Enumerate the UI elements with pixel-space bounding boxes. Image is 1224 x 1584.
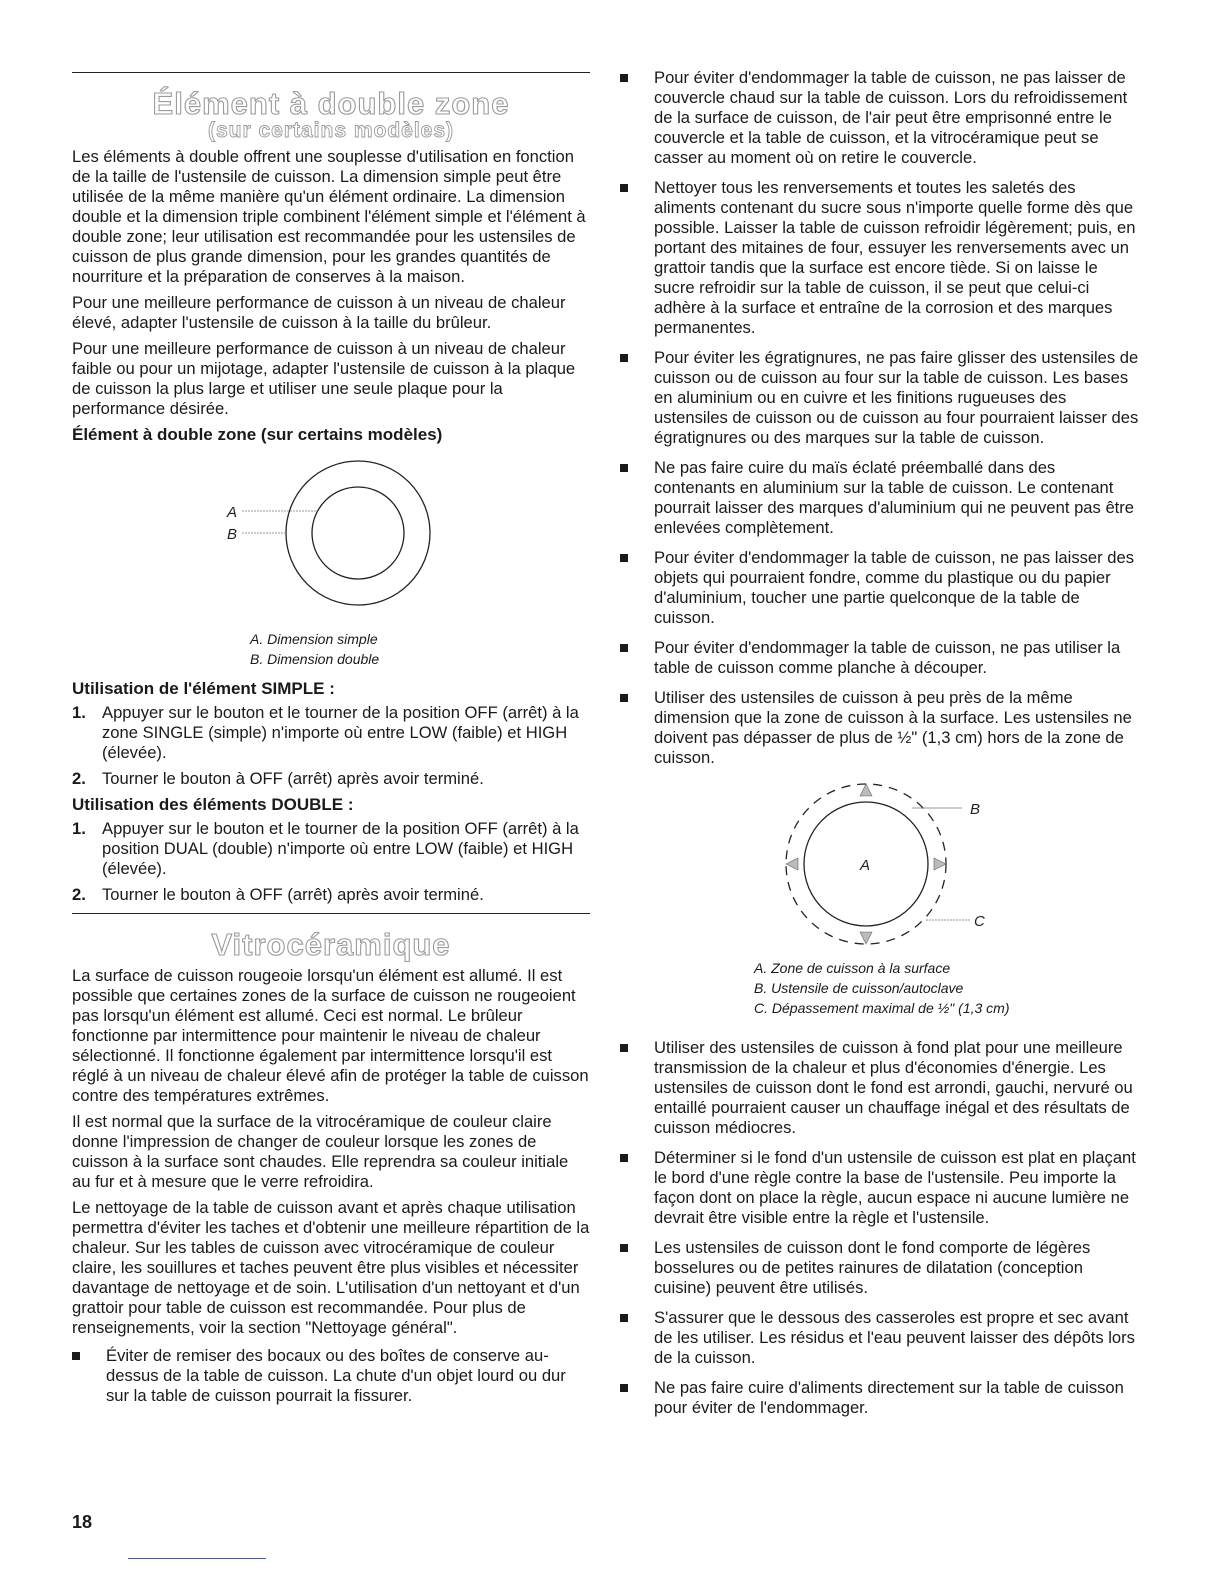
list-item [620, 178, 1140, 338]
bullet-text: Pour éviter d'endommager la table de cuisson, ne pas utiliser la table de cuisson comme planche à découper. [654, 638, 1121, 677]
label-a: A [860, 857, 871, 874]
list-item [72, 819, 590, 879]
paragraph: Il est normal que la surface de la vitrocéramique de couleur claire donne l'impression de changer de couleur lorsque les zones de cuisson à la surface sont chaudes. Elle reprendra sa couleur initiale au fur et à mesure que le verre refroidira. [72, 1112, 569, 1191]
label-b: B [970, 801, 981, 818]
bullet-text: Pour éviter d'endommager la table de cuisson, ne pas laisser de couvercle chaud sur la table de cuisson. Lors du refroidissement de la surface de cuisson, de l'air peut être emprisonné entre le couvercle et la table de cuisson, et la vitrocéramique peut se casser au moment où on retire le couvercle. [654, 68, 1128, 167]
list-item [620, 1238, 1140, 1298]
simple-steps [72, 703, 590, 789]
bullet-square-icon [620, 1244, 628, 1252]
paragraph: Pour une meilleure performance de cuisson à un niveau de chaleur faible ou pour un mijotage, adapter l'ustensile de cuisson à la plaque de cuisson la plus large et utiliser une seule plaque pour la performance désirée. [72, 339, 576, 418]
list-item [620, 1378, 1140, 1418]
section-title-double-zone: Élément à double zone [152, 86, 510, 121]
bullet-list [72, 1346, 590, 1406]
bullet-square-icon [620, 1154, 628, 1162]
right-column [620, 68, 1140, 1428]
list-item [620, 1038, 1140, 1138]
step-number: 2. [72, 769, 86, 788]
list-item [72, 769, 590, 789]
step-number: 2. [72, 885, 86, 904]
arrow-right-icon [934, 858, 946, 870]
bullet-square-icon [72, 1352, 80, 1360]
caption: B. Dimension double [250, 651, 380, 667]
list-item [620, 638, 1140, 678]
list-item [72, 1346, 590, 1406]
section-rule [72, 72, 590, 73]
figure-captions [620, 958, 1140, 1018]
section-subtitle: (sur certains modèles) [207, 119, 455, 142]
bullet-square-icon [620, 354, 628, 362]
paragraph: Les éléments à double offrent une souplesse d'utilisation en fonction de la taille de l'ustensile de cuisson. La dimension simple peut être utilisée de la même manière qu'un élément ordinaire. La dimension double et la dimension triple combinent l'élément simple et l'élément à double zone; leur utilisation est recommandée pour les ustensiles de cuisson de plus grande dimension, pour les grandes quantités de nourriture et la préparation de conserves à la maison. [72, 147, 586, 286]
bullet-square-icon [620, 184, 628, 192]
label-a: A [227, 504, 238, 521]
bullet-list-bottom [620, 1038, 1140, 1418]
list-item [620, 458, 1140, 538]
bullet-square-icon [620, 464, 628, 472]
bullet-text: Utiliser des ustensiles de cuisson à peu près de la même dimension que la zone de cuisson à la surface. Les ustensiles ne doivent pas dépasser de plus de ½" (1,3 cm) hors de la zone de cuisson. [654, 688, 1132, 767]
arrow-down-icon [860, 932, 872, 944]
bullet-square-icon [620, 554, 628, 562]
list-item [620, 688, 1140, 768]
bullet-text: Nettoyer tous les renversements et toutes les saletés des aliments contenant du sucre sous n'importe quelle forme dès que possible. Laisser la table de cuisson refroidir légèrement; puis, en portant des mitaines de four, essuyer les renversements avec un grattoir tandis que la surface est encore tiède. Si on laisse le sucre refroidir sur la table de cuisson, il se peut que celui-ci adhère à la surface et entraîne de la corrosion et des marques permanentes. [654, 178, 1136, 337]
bullet-text: Utiliser des ustensiles de cuisson à fond plat pour une meilleure transmission de la chaleur et plus d'économies d'énergie. Les ustensiles de cuisson dont le fond est arrondi, gauchi, nervuré ou entaillé pourraient causer un chauffage inégal et des résultats de cuisson médiocres. [654, 1038, 1133, 1137]
bullet-text: Ne pas faire cuire d'aliments directement sur la table de cuisson pour éviter de l'endommager. [654, 1378, 1124, 1417]
list-item [72, 885, 590, 905]
figure-captions [72, 629, 590, 669]
step-text: Tourner le bouton à OFF (arrêt) après avoir terminé. [102, 769, 484, 788]
step-text: Appuyer sur le bouton et le tourner de la position OFF (arrêt) à la zone SINGLE (simple) n'importe où entre LOW (faible) et HIGH (élevée). [102, 703, 579, 762]
bullet-text: Les ustensiles de cuisson dont le fond comporte de légères bosselures ou de petites rainures de dilatation (conception cuisine) peuvent être utilisés. [654, 1238, 1091, 1297]
page-number: 18 [72, 1512, 93, 1532]
bullet-text: Déterminer si le fond d'un ustensile de cuisson est plat en plaçant le bord d'une règle contre la base de l'ustensile. Peu importe la façon dont on place la règle, aucun espace ni aucune lumière ne devrait être visible entre la règle et l'ustensile. [654, 1148, 1136, 1227]
label-c: C [974, 913, 985, 930]
inner-circle [312, 487, 404, 579]
paragraph: Pour une meilleure performance de cuisson à un niveau de chaleur élevé, adapter l'ustensile de cuisson à la taille du brûleur. [72, 293, 566, 332]
double-steps [72, 819, 590, 905]
caption: B. Ustensile de cuisson/autoclave [754, 980, 964, 996]
footer-divider [128, 1558, 266, 1559]
bullet-square-icon [620, 1044, 628, 1052]
paragraph: La surface de cuisson rougeoie lorsqu'un élément est allumé. Il est possible que certaines zones de la surface de cuisson ne rougeoient pas lorsqu'un élément est allumé. Ceci est normal. Le brûleur fonctionne par intermittence pour maintenir le niveau de chaleur sélectionné. Il fonctionne également par intermittence lorsqu'il est réglé à un niveau de chaleur élevé afin de protéger la table de cuisson contre des températures extrêmes. [72, 966, 589, 1105]
step-text: Tourner le bouton à OFF (arrêt) après avoir terminé. [102, 885, 484, 904]
list-item [620, 348, 1140, 448]
bullet-square-icon [620, 694, 628, 702]
bullet-text: S'assurer que le dessous des casseroles est propre et sec avant de les utiliser. Les résidus et l'eau peuvent laisser des dépôts lors de la cuisson. [654, 1308, 1135, 1367]
cookware-diagram [620, 778, 1140, 948]
left-column [72, 0, 590, 1416]
list-item [620, 68, 1140, 168]
bullet-text: Pour éviter les égratignures, ne pas faire glisser des ustensiles de cuisson ou de cuisson au four sur la table de cuisson. Les bases en aluminium ou en cuivre et les finitions rugueuses des ustensiles de cuisson ou de cuisson au four pourraient laisser des égratignures ou des marques sur la table de cuisson. [654, 348, 1139, 447]
caption: C. Dépassement maximal de ½" (1,3 cm) [754, 1000, 1010, 1016]
arrow-left-icon [786, 858, 798, 870]
section-rule [72, 913, 590, 914]
caption: A. Dimension simple [250, 631, 378, 647]
double-zone-figure [72, 449, 590, 629]
bullet-text: Éviter de remiser des bocaux ou des boîtes de conserve au-dessus de la table de cuisson. La chute d'un objet lourd ou dur sur la table de cuisson pourrait la fissurer. [106, 1346, 566, 1405]
bullet-text: Pour éviter d'endommager la table de cuisson, ne pas laisser des objets qui pourraient fondre, comme du plastique ou du papier d'aluminium, toucher une partie quelconque de la table de cuisson. [654, 548, 1135, 627]
list-item [620, 1308, 1140, 1368]
bullet-list-top [620, 68, 1140, 768]
outer-circle [286, 461, 430, 605]
label-b: B [227, 526, 238, 543]
list-item [620, 548, 1140, 628]
simple-heading: Utilisation de l'élément SIMPLE : [72, 679, 335, 698]
cookware-figure [620, 778, 1140, 948]
section-title-vitroceramique: Vitrocéramique [211, 927, 451, 962]
step-number: 1. [72, 819, 86, 838]
list-item [620, 1148, 1140, 1228]
bullet-square-icon [620, 1314, 628, 1322]
paragraph: Le nettoyage de la table de cuisson avant et après chaque utilisation permettra d'éviter les taches et d'obtenir une meilleure répartition de la chaleur. Sur les tables de cuisson avec vitrocéramique de couleur claire, les souillures et taches peuvent être plus visibles et nécessiter davantage de nettoyage et de soin. L'utilisation d'un nettoyant et d'un grattoir pour table de cuisson est recommandée. Pour plus de renseignements, voir la section "Nettoyage général". [72, 1198, 590, 1337]
arrow-up-icon [860, 784, 872, 796]
list-item [72, 703, 590, 763]
double-zone-diagram [72, 449, 590, 629]
figure-heading: Élément à double zone (sur certains modèles) [72, 425, 443, 444]
bullet-square-icon [620, 1384, 628, 1392]
caption: A. Zone de cuisson à la surface [754, 960, 951, 976]
double-heading: Utilisation des éléments DOUBLE : [72, 795, 354, 814]
bullet-square-icon [620, 74, 628, 82]
bullet-square-icon [620, 644, 628, 652]
step-number: 1. [72, 703, 86, 722]
step-text: Appuyer sur le bouton et le tourner de la position OFF (arrêt) à la position DUAL (double) n'importe où entre LOW (faible) et HIGH (élevée). [102, 819, 579, 878]
bullet-text: Ne pas faire cuire du maïs éclaté préemballé dans des contenants en aluminium sur la table de cuisson. Le contenant pourrait laisser des marques d'aluminium qui ne peuvent pas être enlevées complètement. [654, 458, 1135, 537]
